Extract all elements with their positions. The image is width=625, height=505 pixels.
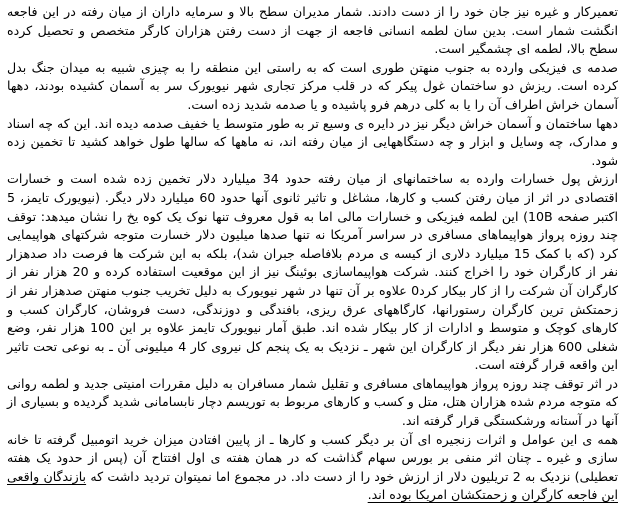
paragraph-conclusion	[7, 431, 618, 505]
paragraph-human-loss: تعمیرکار و غیره نیز جان خود را از دست دادند. شمار مدیران سطح بالا و سرمایه داران از میان رفته در این فاجعه انگشت شمار است. بدین سان لطمه انسانی فاجعه از جهت از دست رفتن هزاران کارگر متخصص و تحصیل کرده سطح بالا، لطمه ای چشمگیر است.	[7, 4, 618, 57]
underlined-conclusion-phrase: بازندگان واقعی این فاجعه کارگران و زحمتکشان امریکا بوده اند.	[7, 468, 618, 503]
paragraph-tourism-impact: در اثر توقف چند روزه پرواز هواپیماهای مسافری و تقلیل شمار مسافران به دلیل مقررات امنیتی جدید و لطمه روانی که متوجه مردم شده هزاران هتل، متل و کسب و کارهای مربوط به توریسم دچار نابسامانی شدید گردیده و بسیاری از آنها در آستانه ورشکستگی قرار گرفته اند.	[7, 375, 618, 429]
paragraph-economic-losses: ارزش پول خسارات وارده به ساختمانهای از میان رفته حدود 34 میلیارد دلار تخمین زده شده است و خسارات اقتصادی در اثر از میان رفتن کسب و کارها، مشاغل و تاثیر ثانوی آنها حدود 60 میلیارد دلار دیگر. (نیویورک تایمز، 5 اکتبر صفحه 10B) این لطمه فیزیکی و خسارات مالی اما به قول معروف تنها نوک یک کوه یخ را نشان میدهد: توقف چند روزه پرواز هواپیماهای مسافری در سراسر آمریکا نه تنها صدها میلیون دلار خسارت متوجه شرکتهای هواپیمایی کرد (که با کمک 15 میلیارد دلاری از کیسه ی مردم بلافاصله جبران شد)، بلکه به این شرکت ها فرصت داد صدهزار نفر از کارگران خود را اخراج کنند. شرکت هواپیماسازی بوئینگ نیز از این موقعیت استفاده کرده و 20 هزار نفر از کارگران آن شرکت را از کار بیکار کرد0 علاوه بر آن تنها در شهر نیویورک به دلیل تخریب جنوب منهتن صدهزار نفر از زحمتکش ترین کارگران رستورانها، کارگاههای عرق ریزی، بافندگی و دوزندگی، دست فروشان، کارگران کسب و کارهای کوچک و متوسط و ادارات از کار بیکار شده اند. طبق آمار نیویورک تایمز علاوه بر این 100 هزار نفر، وضع شغلی 600 هزار نفر دیگر از کارگران این شهر ـ نزدیک به یک پنجم کل نیروی کار 4 میلیونی آن ـ به نوعی تحت تاثیر این واقعه قرار گرفته است.	[7, 171, 619, 373]
paragraph-surrounding-buildings: دهها ساختمان و آسمان خراش دیگر نیز در دایره ی وسیع تر به طور متوسط یا خفیف صدمه دیده اند. این که چه اسناد و مدارک، چه وسایل و ابزار و چه دستگاههایی از میان رفته اند، نه ماهها که سالها طول خواهد کشید تا تخمین زده شود.	[7, 115, 618, 168]
paragraph-physical-damage: صدمه ی فیزیکی وارده به جنوب منهتن طوری است که به راستی این منطقه را به چیزی شبیه به میدان جنگ بدل کرده است. ریزش دو ساختمان غول پیکر که در قلب مرکز تجاری شهر نیویورک سر به آسمان کشیده بودند، دهها آسمان خراش اطراف آن را یا به کلی درهم فرو پاشیده و یا صدمه شدید زده است.	[7, 59, 618, 112]
conclusion-text: همه ی این عوامل و اثرات زنجیره ای آن بر دیگر کسب و کارها ـ از پایین افتادن میزان خرید اتومبیل گرفته تا خانه سازی و غیره ـ چنان اثر منفی بر بورس سهام گذاشت که در همان هفته ی اول افتتاح آن (پس از حدود یک هفته تعطیلی) نزدیک به 2 تریلیون دلار از ارزش خود را از دست داد. در مجموع اما نمیتوان تردید داشت که	[7, 431, 618, 484]
